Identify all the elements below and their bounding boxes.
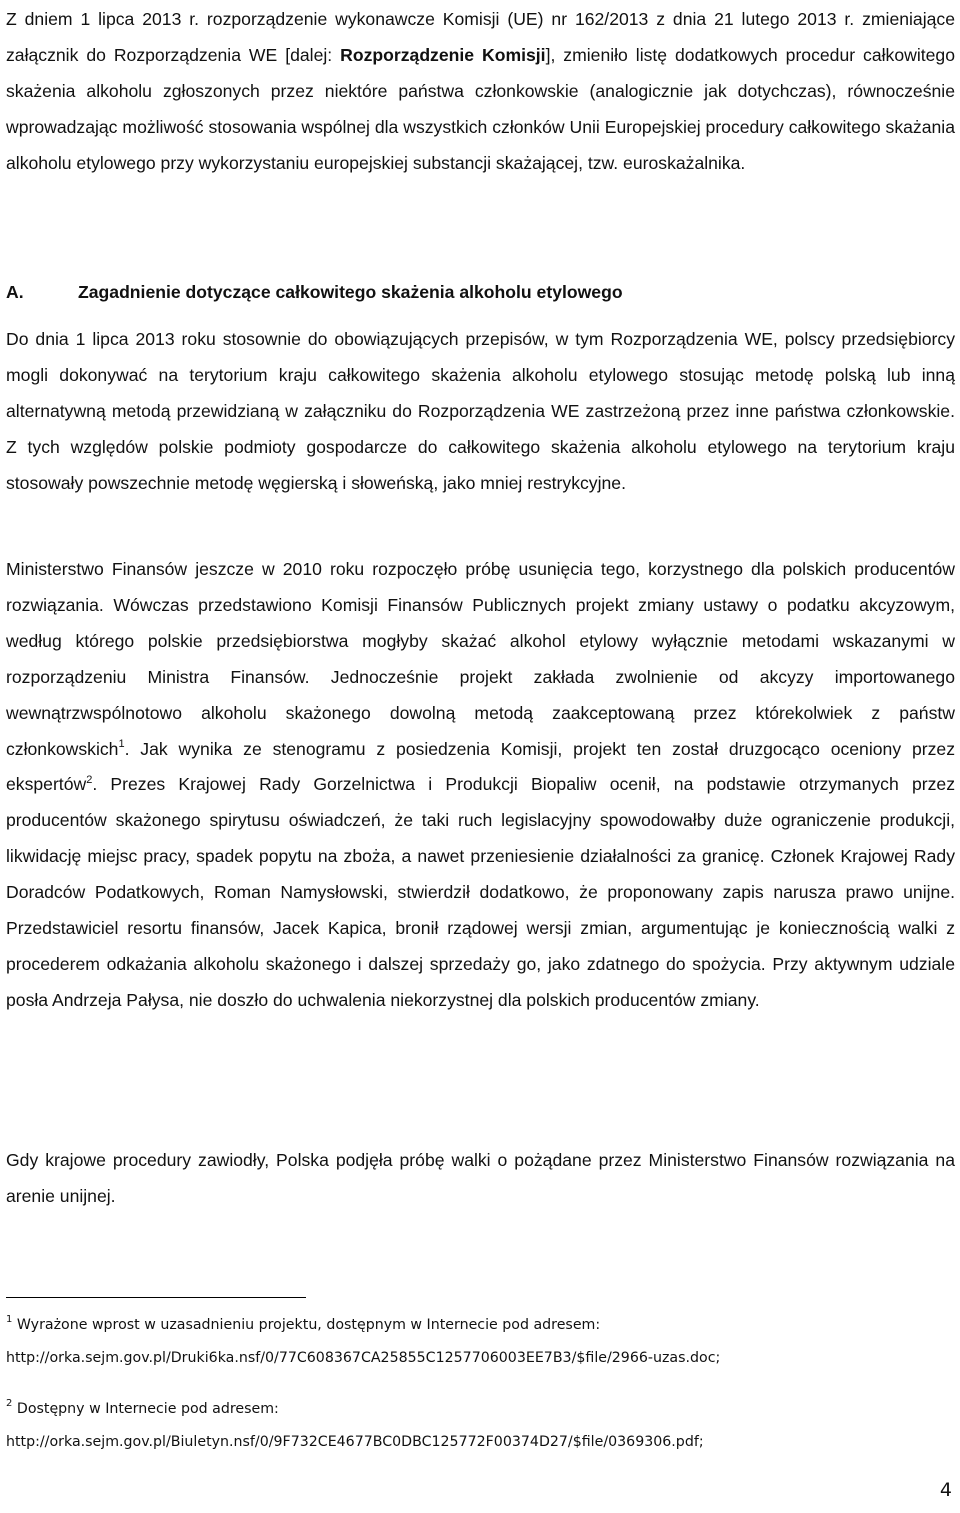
section-letter: A. xyxy=(6,282,24,302)
body-paragraph-3: Gdy krajowe procedury zawiodły, Polska podjęła próbę walki o pożądane przez Ministerstwo Finansów rozwiązania na arenie unijnej. xyxy=(6,1150,955,1206)
body-paragraph-1: Do dnia 1 lipca 2013 roku stosownie do obowiązujących przepisów, w tym Rozporządzenia WE, polscy przedsiębiorcy mogli dokonywać na terytorium kraju całkowitego skażenia alkoholu etylowego stosując metodę polską lub inną alternatywną metodą przewidzianą w załączniku do Rozporządzenia WE zastrzeżoną przez inne państwa członkowskie. Z tych względów polskie podmioty gospodarcze do całkowitego skażenia alkoholu etylowego na terytorium kraju stosowały powszechnie metodę węgierską i słoweńską, jako mniej restrykcyjne. xyxy=(6,329,955,493)
intro-bold-term: Rozporządzenie Komisji xyxy=(340,44,546,65)
section-title: Zagadnienie dotyczące całkowitego skażenia alkoholu etylowego xyxy=(78,282,623,302)
footnote-1-number: 1 xyxy=(6,1314,13,1326)
footnote-2-number: 2 xyxy=(6,1398,13,1410)
page-number: 4 xyxy=(939,1479,952,1501)
footnote-ref-1[interactable]: 1 xyxy=(118,737,125,750)
intro-text-end: ], zmieniło listę dodatkowych procedur całkowitego skażenia alkoholu zgłoszonych przez niektóre państwa członkowskie (analogicznie jak dotychczas), równocześnie wprowadzając możliwość stosowania wspólnej dla wszystkich członków Unii Europejskiej procedury całkowitego skażania alkoholu etylowego przy wykorzystaniu europejskiej substancji skażającej, tzw. euroskażalnika. xyxy=(6,44,955,173)
footnote-1 xyxy=(6,1309,955,1375)
footnote-1-link[interactable]: http://orka.sejm.gov.pl/Druki6ka.nsf/0/77C608367CA25855C1257706003EE7B3/$file/2966-uzas.doc; xyxy=(6,1350,721,1366)
paragraph-2-part-1: Ministerstwo Finansów jeszcze w 2010 roku rozpoczęło próbę usunięcia tego, korzystnego dla polskich producentów rozwiązania. Wówczas przedstawiono Komisji Finansów Publicznych projekt zmiany ustawy o podatku akcyzowym, według którego polskie przedsiębiorstwa mogłyby skażać alkohol etylowy wyłącznie metodami wskazanymi w rozporządzeniu Ministra Finansów. Jednocześnie projekt zakłada zwolnienie od akcyzy importowanego wewnątrzwspólnotowo alkoholu skażonego dowolną metodą zaakceptowaną przez którekolwiek z państw członkowskich xyxy=(6,559,955,759)
footnotes xyxy=(6,1309,955,1477)
paragraph-2-part-2: . Jak wynika ze stenogramu z posiedzenia Komisji, projekt ten został druzgocąco oceniony przez ekspertów xyxy=(6,738,955,795)
footnote-1-text: Wyrażone wprost w uzasadnieniu projektu, dostępnym w Internecie pod adresem: xyxy=(16,1317,601,1333)
footnote-2-text: Dostępny w Internecie pod adresem: xyxy=(16,1401,279,1417)
footnote-2 xyxy=(6,1393,955,1459)
footnote-separator xyxy=(6,1297,306,1298)
footnote-2-link[interactable]: http://orka.sejm.gov.pl/Biuletyn.nsf/0/9F732CE4677BC0DBC125772F00374D27/$file/0369306.pdf; xyxy=(6,1434,704,1450)
body-paragraph-2 xyxy=(6,552,955,1019)
footnote-ref-2[interactable]: 2 xyxy=(86,773,93,786)
intro-text-start: Z dniem 1 lipca 2013 r. rozporządzenie wykonawcze Komisji (UE) nr 162/2013 z dnia 21 lutego 2013 r. zmieniające załącznik do Rozporządzenia WE [dalej: xyxy=(6,9,955,65)
intro-paragraph xyxy=(6,2,955,182)
paragraph-2-part-3: . Prezes Krajowej Rady Gorzelnictwa i Produkcji Biopaliw ocenił, na podstawie otrzymanych przez producentów skażonego spirytusu oświadczeń, że taki ruch legislacyjny spowodowałby duże ograniczenie produkcji, likwidację miejsc pracy, spadek popytu na zboża, a nawet przeniesienie działalności za granicę. Członek Krajowej Rady Doradców Podatkowych, Roman Namysłowski, stwierdził dodatkowo, że proponowany zapis narusza prawo unijne. Przedstawiciel resortu finansów, Jacek Kapica, bronił rządowej wersji zmian, argumentując je koniecznością walki z procederem odkażania alkoholu skażonego i dalszej sprzedaży go, jako zdatnego do spożycia. Przy aktywnym udziale posła Andrzeja Pałysa, nie doszło do uchwalenia niekorzystnej dla polskich producentów zmiany. xyxy=(6,774,955,1010)
section-heading xyxy=(6,274,955,310)
